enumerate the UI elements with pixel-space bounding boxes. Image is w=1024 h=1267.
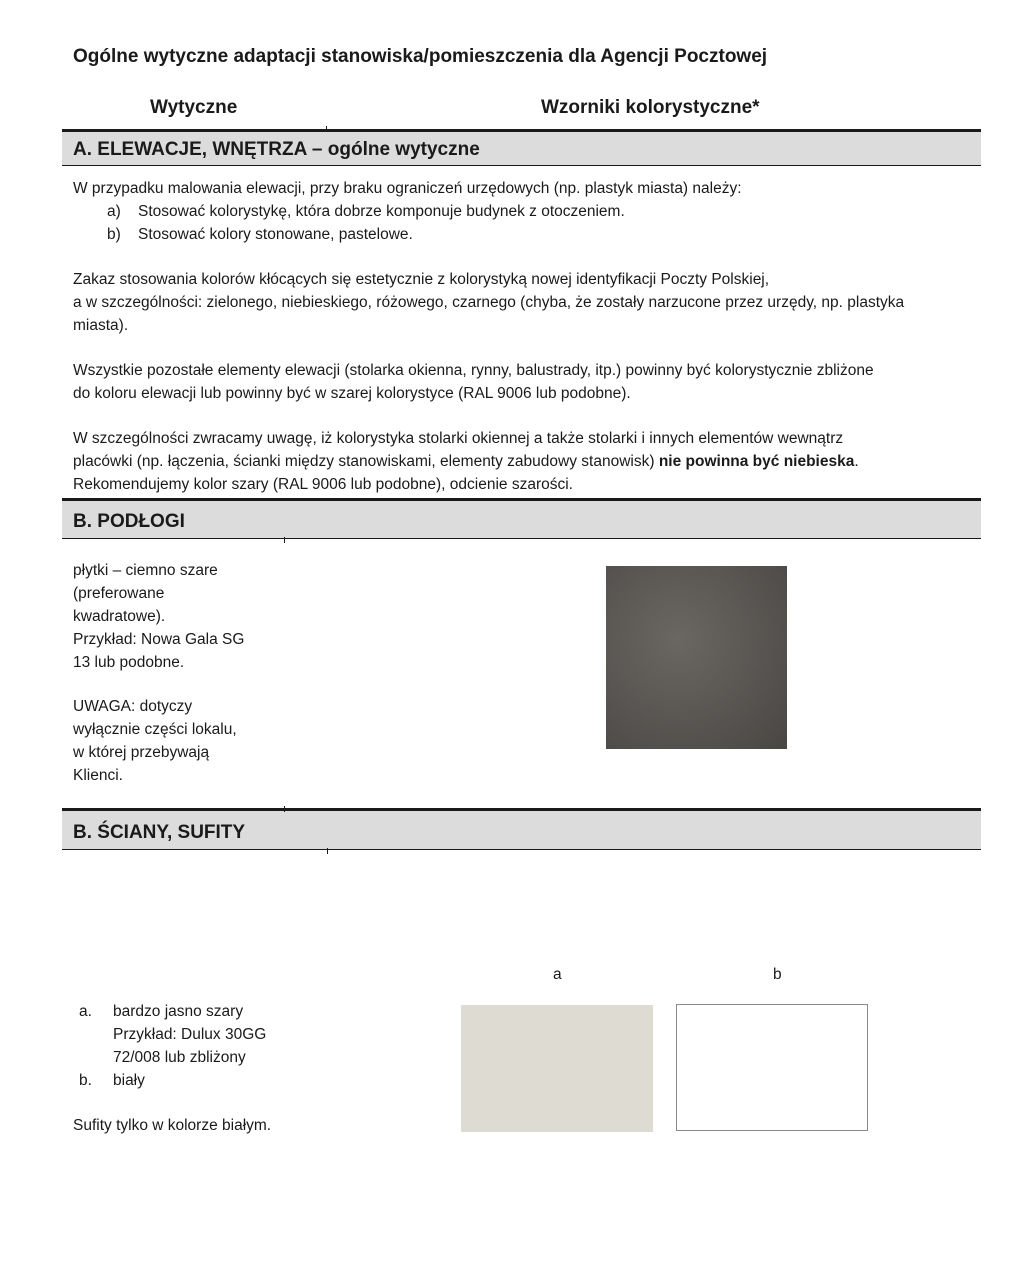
section-a-p4-period: . [854, 453, 859, 470]
section-a-heading: A. ELEWACJE, WNĘTRZA – ogólne wytyczne [73, 139, 480, 160]
column-divider-tick [327, 848, 328, 854]
swatch-label-b: b [773, 966, 782, 983]
section-a-paragraph-3-line-2: do koloru elewacji lub powinny być w szarej kolorystyce (RAL 9006 lub podobne). [73, 385, 631, 402]
walls-item-a-line: 72/008 lub zbliżony [113, 1049, 246, 1066]
floors-note [73, 695, 237, 787]
floors-note-line: UWAGA: dotyczy [73, 698, 193, 715]
document-title: Ogólne wytyczne adaptacji stanowiska/pomieszczenia dla Agencji Pocztowej [73, 46, 768, 67]
floors-note-line: wyłącznie części lokalu, [73, 721, 237, 738]
floors-line: kwadratowe). [73, 608, 166, 625]
column-header-color-samples: Wzorniki kolorystyczne* [541, 97, 760, 118]
floors-description [73, 559, 244, 674]
ceilings-note: Sufity tylko w kolorze białym. [73, 1117, 272, 1134]
floor-tile-swatch [606, 566, 787, 749]
section-a-p4-emphasis: nie powinna być niebieska [658, 453, 855, 470]
section-a-paragraph-2-line-1: Zakaz stosowania kolorów kłócących się estetycznie z kolorystyką nowej identyfikacji Poczty Polskiej, [73, 271, 770, 288]
floors-line: płytki – ciemno szare [73, 562, 218, 579]
floors-line: Przykład: Nowa Gala SG [73, 631, 245, 648]
section-a-paragraph-4-line-3: Rekomendujemy kolor szary (RAL 9006 lub podobne), odcienie szarości. [73, 476, 573, 493]
section-a-list-marker-b: b) [107, 226, 121, 243]
column-divider-tick [326, 126, 327, 132]
wall-swatch-white [676, 1004, 868, 1131]
section-a-paragraph-2-line-2: a w szczególności: zielonego, niebieskiego, różowego, czarnego (chyba, że zostały narzucone przez urzędy, np. plastyka [73, 294, 905, 311]
walls-list-item-a [113, 1000, 266, 1069]
walls-list-marker-b: b. [79, 1072, 92, 1089]
swatch-label-a: a [553, 966, 562, 983]
section-b-walls-header [62, 808, 981, 850]
floors-line: (preferowane [73, 585, 165, 602]
column-header-guidelines: Wytyczne [150, 97, 238, 118]
walls-item-a-line: Przykład: Dulux 30GG [113, 1026, 267, 1043]
walls-list-item-b: biały [113, 1072, 145, 1089]
section-a-intro: W przypadku malowania elewacji, przy braku ograniczeń urzędowych (np. plastyk miasta) należy: [73, 180, 742, 197]
section-a-paragraph-3-line-1: Wszystkie pozostałe elementy elewacji (stolarka okienna, rynny, balustrady, itp.) powinny być kolorystycznie zbliżone [73, 362, 874, 379]
walls-item-a-line: bardzo jasno szary [113, 1003, 244, 1020]
floors-line: 13 lub podobne. [73, 654, 185, 671]
column-divider-tick [284, 806, 285, 812]
floors-note-line: w której przebywają [73, 744, 210, 761]
section-a-list-item-a: Stosować kolorystykę, która dobrze komponuje budynek z otoczeniem. [138, 203, 625, 220]
section-a-paragraph-2-line-3: miasta). [73, 317, 129, 334]
section-b-floors-heading: B. PODŁOGI [73, 511, 185, 532]
column-divider-tick [284, 537, 285, 543]
section-a-p4-text: placówki (np. łączenia, ścianki między stanowiskami, elementy zabudowy stanowisk) [73, 453, 659, 470]
wall-swatch-light-gray [461, 1005, 653, 1132]
section-b-walls-heading: B. ŚCIANY, SUFITY [73, 822, 246, 843]
section-a-paragraph-4-line-1: W szczególności zwracamy uwagę, iż kolorystyka stolarki okiennej a także stolarki i innych elementów wewnątrz [73, 430, 844, 447]
section-a-list-marker-a: a) [107, 203, 121, 220]
section-b-floors-header [62, 498, 981, 539]
walls-list-marker-a: a. [79, 1003, 92, 1020]
floors-note-line: Klienci. [73, 767, 123, 784]
section-a-paragraph-4-line-2 [73, 450, 859, 473]
section-a-header [62, 129, 981, 166]
section-a-list-item-b: Stosować kolory stonowane, pastelowe. [138, 226, 413, 243]
